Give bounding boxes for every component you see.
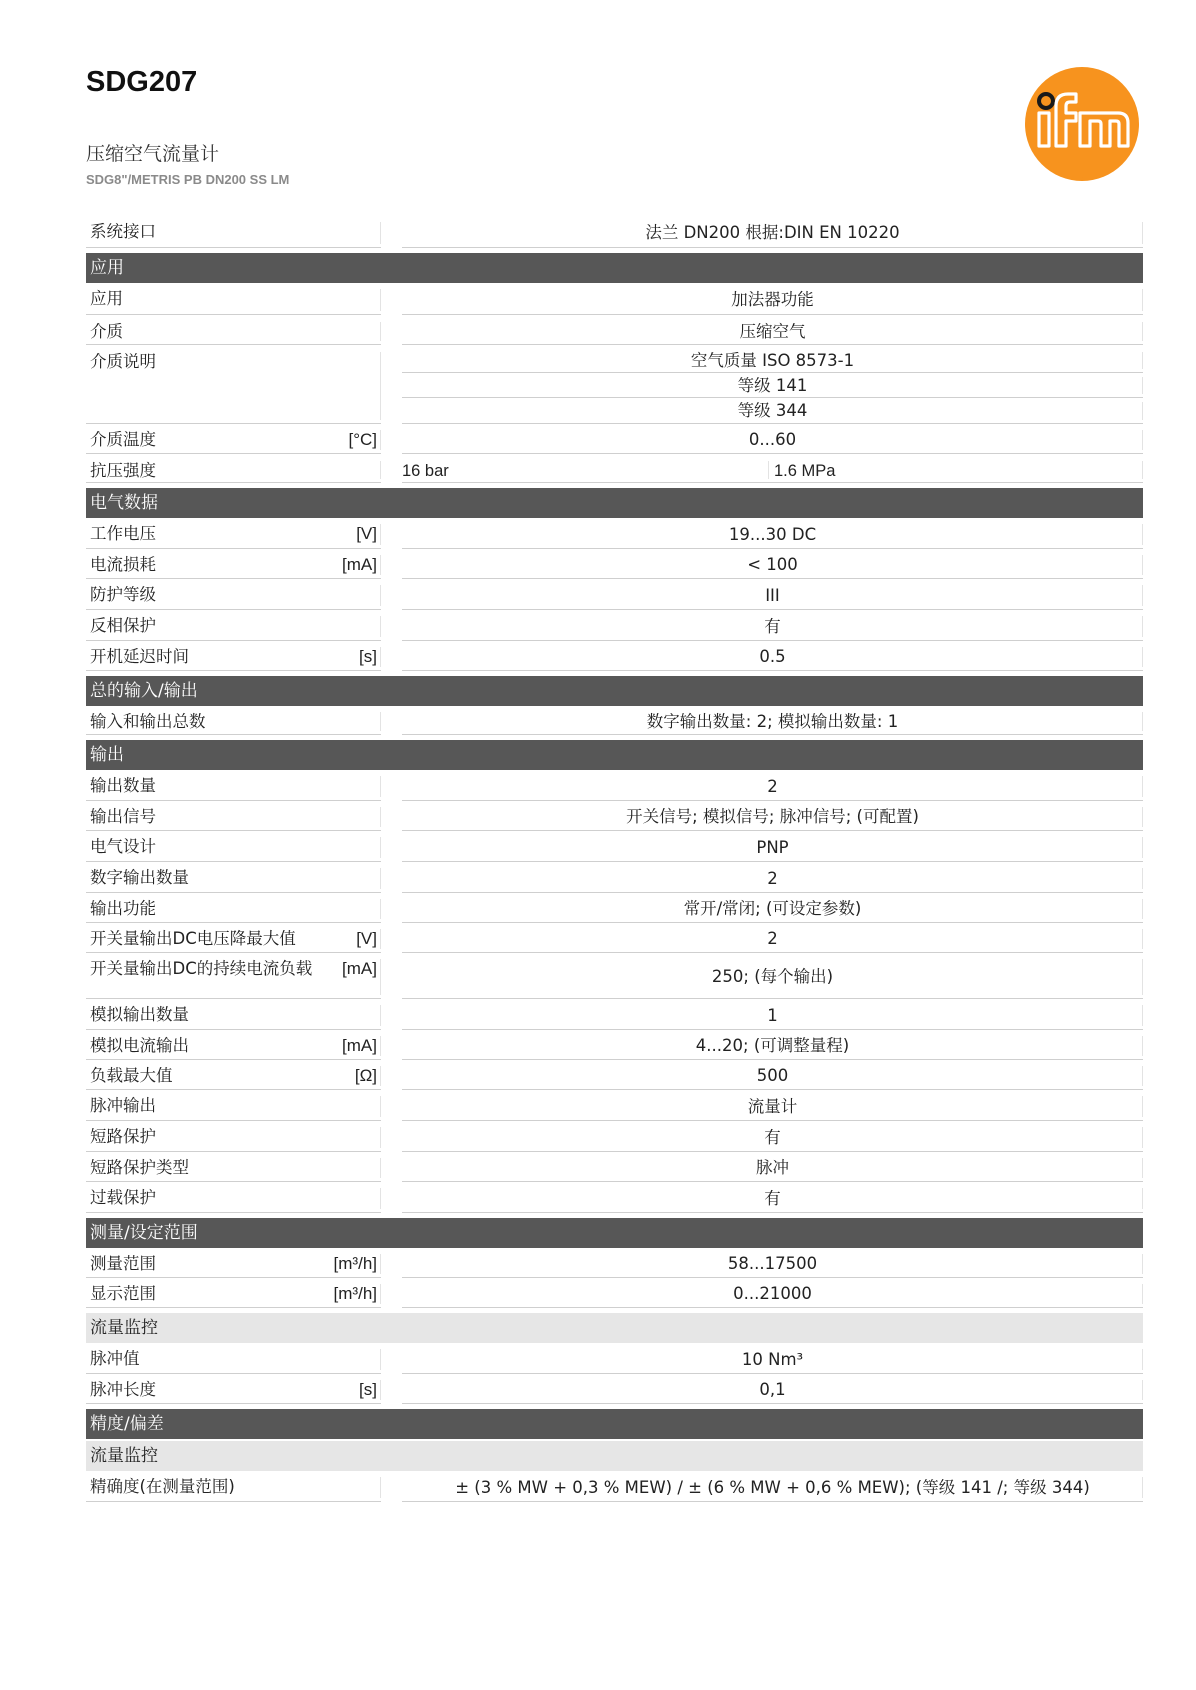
section-title: 精度/偏差 [90,1414,164,1434]
spec-label-cell [86,1154,381,1182]
spec-row [86,864,1143,893]
cell-divider [380,322,381,341]
cell-divider [380,352,381,420]
section-title: 总的输入/输出 [90,681,198,701]
spec-unit: [mA] [342,959,377,978]
cell-divider [1142,1127,1143,1148]
cell-divider [380,585,381,606]
spec-label-cell [86,1376,381,1404]
cell-divider [380,1066,381,1086]
spec-value: 压缩空气 [402,318,1143,345]
cell-divider [380,555,381,575]
spec-value: 0.5 [402,643,1143,671]
cell-divider [1142,647,1143,667]
spec-row [86,551,1143,579]
section-header [86,1218,1143,1248]
cell-divider [1142,1188,1143,1209]
cell-divider [380,712,381,731]
cell-divider [1142,1005,1143,1026]
spec-label-cell [86,1280,381,1308]
cell-divider [380,837,381,858]
spec-label: 短路保护 [90,1127,156,1146]
cell-divider [1142,222,1143,244]
cell-divider [1142,322,1143,341]
cell-divider [380,929,381,949]
spec-label: 脉冲长度 [90,1380,156,1399]
section-title: 流量监控 [90,1318,158,1338]
product-subtitle: 压缩空气流量计 [86,143,220,165]
spec-row [86,1345,1143,1374]
spec-value: 1 [402,1001,1143,1030]
spec-label: 输出数量 [90,776,156,795]
spec-label: 精确度(在测量范围) [90,1477,235,1496]
spec-value: 0,1 [402,1376,1143,1404]
cell-divider [1142,1477,1143,1498]
spec-label: 防护等级 [90,585,156,604]
spec-value: 空气质量 ISO 8573-1 [402,348,1143,373]
cell-divider [1142,461,1143,479]
spec-value: 流量计 [402,1092,1143,1121]
spec-value: ± (3 % MW + 0,3 % MEW) / ± (6 % MW + 0,6 % MEW); (等级 141 /; 等级 344) [402,1473,1143,1502]
spec-row [86,318,1143,345]
spec-label-cell [86,1032,381,1060]
spec-row [86,520,1143,549]
spec-row [86,1062,1143,1090]
spec-row [86,772,1143,801]
cell-divider [380,647,381,667]
cell-divider [380,1096,381,1117]
spec-unit: [s] [359,647,377,666]
spec-label: 系统接口 [90,222,156,241]
spec-row [86,1001,1143,1030]
spec-label: 数字输出数量 [90,868,189,887]
spec-row [86,1280,1143,1308]
spec-label-cell [86,285,381,315]
cell-divider [1142,868,1143,889]
spec-unit: [mA] [342,555,377,574]
section-title: 应用 [90,258,124,278]
spec-value: 开关信号; 模拟信号; 脉冲信号; (可配置) [402,803,1143,831]
section-title: 流量监控 [90,1446,158,1466]
spec-label: 模拟电流输出 [90,1036,189,1055]
cell-divider [1142,1096,1143,1117]
section-header [86,488,1143,518]
spec-unit: [mA] [342,1036,377,1055]
spec-row [86,218,1143,248]
spec-row [86,895,1143,923]
model-code: SDG8"/METRIS PB DN200 SS LM [86,172,290,187]
cell-divider [1142,1380,1143,1400]
cell-divider [380,430,381,450]
section-title: 电气数据 [90,493,158,513]
spec-label-cell [86,925,381,953]
cell-divider [380,222,381,244]
cell-divider [1142,712,1143,731]
section-header [86,253,1143,283]
spec-label: 电气设计 [90,837,156,856]
spec-value: 2 [402,772,1143,801]
spec-unit: [V] [356,524,377,543]
spec-value: 常开/常闭; (可设定参数) [402,895,1143,923]
spec-value: 脉冲 [402,1154,1143,1182]
cell-divider [380,461,381,479]
spec-value: 等级 344 [402,398,1143,424]
cell-divider [380,1254,381,1274]
spec-value: 有 [402,612,1143,641]
spec-label: 电流损耗 [90,555,156,574]
spec-label-cell [86,895,381,923]
svg-text:ifm: ifm [1082,178,1084,179]
spec-label-cell [86,551,381,579]
spec-label: 反相保护 [90,616,156,635]
subsection-header [86,1313,1143,1343]
cell-divider [380,1284,381,1304]
cell-divider [1142,929,1143,949]
spec-row [86,833,1143,862]
spec-label-cell [86,1184,381,1213]
spec-row [86,803,1143,831]
spec-row [86,708,1143,735]
spec-value: III [402,581,1143,610]
spec-label-cell [86,1345,381,1374]
cell-divider [1142,899,1143,919]
spec-label-cell [86,1062,381,1090]
cell-divider [1142,1284,1143,1304]
spec-unit: [s] [359,1380,377,1399]
cell-divider [1142,402,1143,420]
spec-unit: [m³/h] [333,1254,377,1273]
cell-divider [380,1158,381,1178]
spec-value-bar: 16 bar [402,462,449,480]
spec-row [86,1032,1143,1060]
cell-divider [1142,1254,1143,1274]
spec-label-cell [86,1092,381,1121]
cell-divider [380,616,381,637]
spec-value: 0...60 [402,426,1143,454]
spec-unit: [V] [356,929,377,948]
ifm-logo [1024,66,1140,182]
spec-label: 输出信号 [90,807,156,826]
spec-row [86,348,1143,424]
spec-label-cell [86,772,381,801]
spec-row [86,1473,1143,1502]
cell-divider [380,959,381,995]
spec-row [86,426,1143,454]
spec-label: 应用 [90,289,123,308]
spec-value: 等级 141 [402,373,1143,398]
spec-row [86,1250,1143,1278]
spec-label-cell [86,218,381,248]
spec-label-cell [86,1250,381,1278]
spec-value: 19...30 DC [402,520,1143,549]
cell-divider [1142,776,1143,797]
spec-label: 输入和输出总数 [90,712,206,731]
spec-row [86,1123,1143,1152]
cell-divider [1142,1349,1143,1370]
cell-divider [380,524,381,545]
spec-label-cell [86,955,381,999]
page-title: SDG207 [86,66,198,98]
cell-divider [1142,616,1143,637]
spec-label-cell [86,1473,381,1502]
cell-divider [380,289,381,311]
spec-label: 开机延迟时间 [90,647,189,666]
spec-row [86,581,1143,610]
spec-label: 短路保护类型 [90,1158,189,1177]
spec-row [86,1184,1143,1213]
spec-value: 2 [402,864,1143,893]
section-title: 测量/设定范围 [90,1223,198,1243]
spec-row [86,955,1143,999]
cell-divider [380,776,381,797]
spec-value: 10 Nm³ [402,1345,1143,1374]
spec-unit: [Ω] [354,1066,377,1085]
cell-divider [1142,837,1143,858]
spec-label-cell [86,581,381,610]
spec-label-cell [86,1123,381,1152]
spec-label-cell [86,520,381,549]
spec-label-cell [86,426,381,454]
spec-label-cell [86,833,381,862]
specification-table [86,218,1143,1504]
spec-unit: [°C] [348,430,377,449]
cell-divider [1142,377,1143,394]
spec-row [86,285,1143,315]
spec-label: 开关量输出DC的持续电流负载 [90,959,313,978]
spec-row [86,1376,1143,1404]
spec-value: 500 [402,1062,1143,1090]
cell-divider [380,1380,381,1400]
spec-value-mpa: 1.6 MPa [774,462,836,480]
cell-divider [1142,1158,1143,1178]
spec-label: 显示范围 [90,1284,156,1303]
spec-row [86,1154,1143,1182]
spec-label: 脉冲输出 [90,1096,156,1115]
section-title: 输出 [90,745,124,765]
spec-label: 测量范围 [90,1254,156,1273]
spec-value: 有 [402,1184,1143,1213]
cell-divider [380,1349,381,1370]
section-header [86,740,1143,770]
cell-divider [1142,430,1143,450]
spec-label: 介质说明 [90,352,156,371]
spec-value: 2 [402,925,1143,953]
spec-value: 0...21000 [402,1280,1143,1308]
spec-row [86,457,1143,483]
spec-label-cell [86,864,381,893]
cell-divider [1142,807,1143,827]
section-header [86,1409,1143,1439]
spec-label-cell [86,612,381,641]
cell-divider [1142,289,1143,311]
spec-label-cell [86,803,381,831]
spec-label-cell [86,457,381,483]
spec-row [86,1092,1143,1121]
cell-divider [768,461,769,479]
cell-divider [380,1477,381,1498]
spec-label-cell [86,348,381,424]
cell-divider [380,1005,381,1026]
spec-label: 抗压强度 [90,461,156,480]
cell-divider [380,1036,381,1056]
spec-value: 58...17500 [402,1250,1143,1278]
cell-divider [1142,959,1143,995]
spec-value: 加法器功能 [402,285,1143,315]
spec-value: 有 [402,1123,1143,1152]
cell-divider [1142,1036,1143,1056]
spec-unit: [m³/h] [333,1284,377,1303]
cell-divider [1142,1066,1143,1086]
spec-label: 开关量输出DC电压降最大值 [90,929,296,948]
spec-label: 负载最大值 [90,1066,173,1085]
spec-row [86,643,1143,671]
section-header [86,676,1143,706]
spec-row [86,925,1143,953]
spec-label: 介质 [90,322,123,341]
spec-label: 模拟输出数量 [90,1005,189,1024]
spec-label: 脉冲值 [90,1349,140,1368]
spec-label-cell [86,708,381,735]
spec-value: 数字输出数量: 2; 模拟输出数量: 1 [402,708,1143,735]
cell-divider [380,899,381,919]
cell-divider [1142,524,1143,545]
cell-divider [380,868,381,889]
spec-value-cell [402,457,1143,483]
spec-value: 法兰 DN200 根据:DIN EN 10220 [402,218,1143,248]
spec-label-cell [86,643,381,671]
logo-circle [1025,67,1139,181]
cell-divider [380,1188,381,1209]
spec-row [86,612,1143,641]
spec-value: 4...20; (可调整量程) [402,1032,1143,1060]
spec-value: < 100 [402,551,1143,579]
spec-value: PNP [402,833,1143,862]
cell-divider [380,1127,381,1148]
spec-label: 介质温度 [90,430,156,449]
cell-divider [1142,555,1143,575]
cell-divider [380,807,381,827]
spec-label: 工作电压 [90,524,156,543]
spec-value: 250; (每个输出) [402,955,1143,999]
subsection-header [86,1441,1143,1471]
cell-divider [1142,352,1143,369]
spec-label-cell [86,1001,381,1030]
spec-label: 过载保护 [90,1188,156,1207]
cell-divider [1142,585,1143,606]
spec-label: 输出功能 [90,899,156,918]
spec-label-cell [86,318,381,345]
